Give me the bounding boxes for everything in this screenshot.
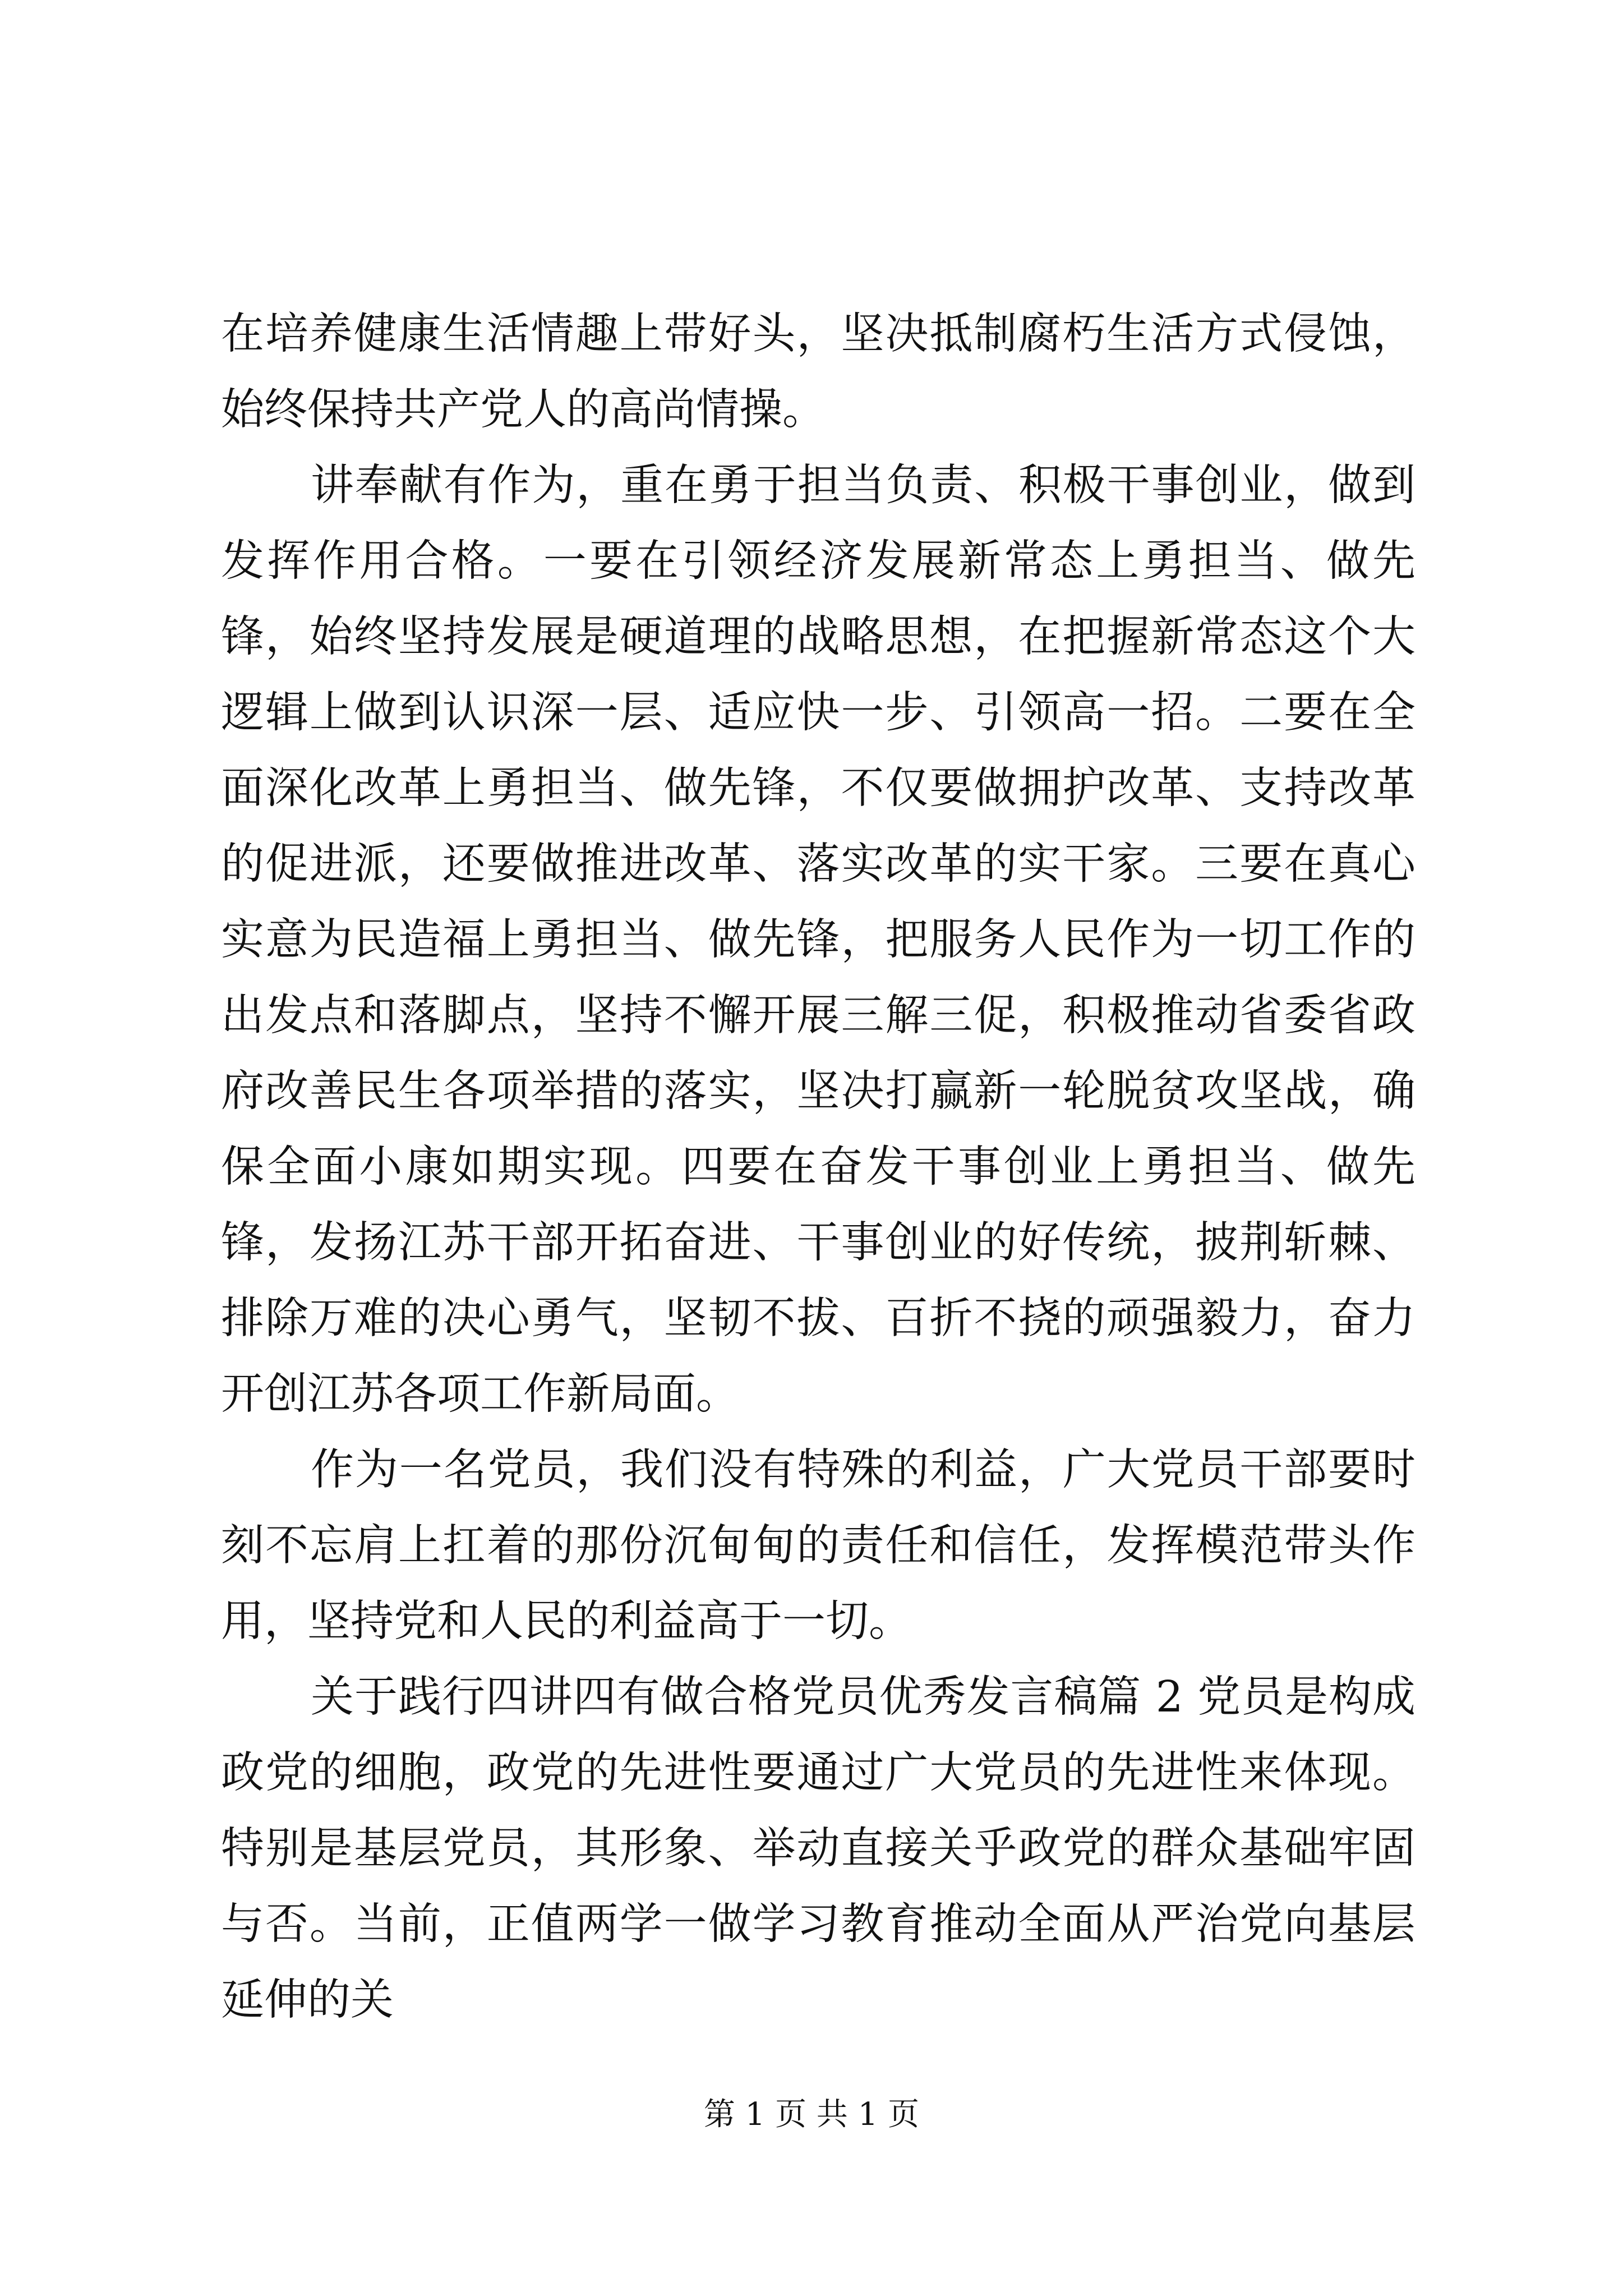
page-number-footer: 第 1 页 共 1 页 — [703, 2096, 920, 2133]
paragraph-1: 在培养健康生活情趣上带好头，坚决抵制腐朽生活方式侵蚀，始终保持共产党人的高尚情操。 — [221, 309, 1415, 435]
paragraph-4: 关于践行四讲四有做合格党员优秀发言稿篇 2 党员是构成政党的细胞，政党的先进性要通过广大党员的先进性来体现。特别是基层党员，其形象、举动直接关乎政党的群众基础牢固与否。当前，正值两学一做学习教育推动全面从严治党向基层延伸的关 — [221, 1672, 1415, 2025]
paragraph-2: 讲奉献有作为，重在勇于担当负责、积极干事创业，做到发挥作用合格。一要在引领经济发展新常态上勇担当、做先锋，始终坚持发展是硬道理的战略思想，在把握新常态这个大逻辑上做到认识深一层、适应快一步、引领高一招。二要在全面深化改革上勇担当、做先锋，不仅要做拥护改革、支持改革的促进派，还要做推进改革、落实改革的实干家。三要在真心实意为民造福上勇担当、做先锋，把服务人民作为一切工作的出发点和落脚点，坚持不懈开展三解三促，积极推动省委省政府改善民生各项举措的落实，坚决打赢新一轮脱贫攻坚战，确保全面小康如期实现。四要在奋发干事创业上勇担当、做先锋，发扬江苏干部开拓奋进、干事创业的好传统，披荆斩棘、排除万难的决心勇气，坚韧不拔、百折不挠的顽强毅力，奋力开创江苏各项工作新局面。 — [221, 461, 1415, 1419]
document-body — [221, 296, 1415, 2038]
paragraph-3: 作为一名党员，我们没有特殊的利益，广大党员干部要时刻不忘肩上扛着的那份沉甸甸的责任和信任，发挥模范带头作用，坚持党和人民的利益高于一切。 — [221, 1445, 1415, 1646]
